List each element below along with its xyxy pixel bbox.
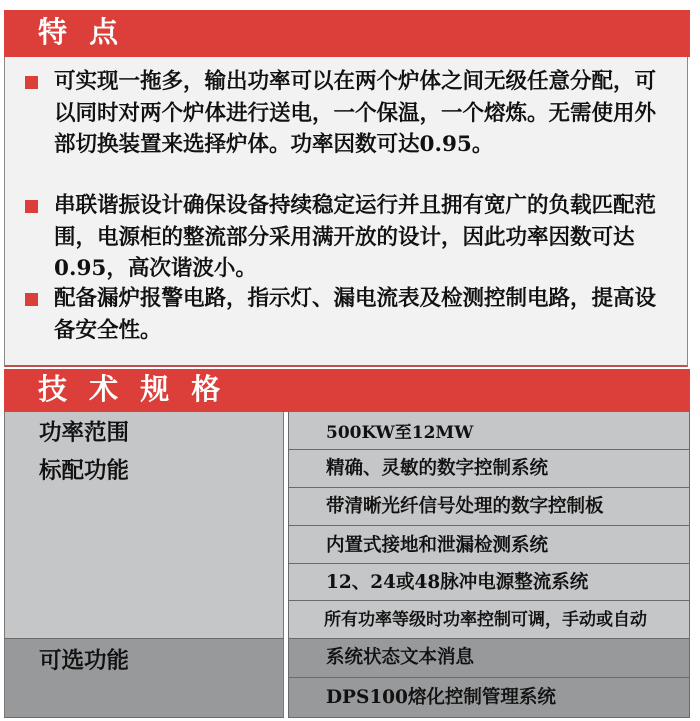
spec-value-row: 500KW至12MW [289, 412, 689, 450]
spec-left-optional [4, 639, 284, 718]
spec-label-optional: 可选功能 [39, 648, 130, 674]
spec-title: 技 术 规 格 [38, 372, 227, 406]
feature-item [25, 283, 665, 346]
spec-left-standard [4, 412, 284, 639]
feature-text: 配备漏炉报警电路，指示灯、漏电流表及检测控制电路，提高设备安全性。 [54, 286, 657, 343]
spec-label-standard: 标配功能 [39, 458, 130, 484]
square-bullet-icon [25, 76, 38, 89]
spec-value-row: DPS100熔化控制管理系统 [289, 678, 689, 718]
feature-text: 串联谐振设计确保设备持续稳定运行并且拥有宽广的负载匹配范围，电源柜的整流部分采用满开放的设计，因此功率因数可达0.95，高次谐波小。 [54, 193, 657, 281]
spec-value-row: 内置式接地和泄漏检测系统 [289, 526, 689, 564]
features-title: 特 点 [38, 15, 125, 49]
feature-item [25, 190, 665, 285]
spec-values-column [288, 412, 690, 718]
feature-text: 可实现一拖多，输出功率可以在两个炉体之间无级任意分配，可以同时对两个炉体进行送电，一个保温，一个熔炼。无需使用外部切换装置来选择炉体。功率因数可达0.95。 [54, 69, 657, 157]
spec-value-row: 系统状态文本消息 [289, 639, 689, 678]
spec-value-row: 所有功率等级时功率控制可调，手动或自动 [289, 601, 689, 639]
square-bullet-icon [25, 200, 38, 213]
spec-table [4, 412, 690, 718]
spec-value-row: 精确、灵敏的数字控制系统 [289, 450, 689, 488]
spec-label-power-range: 功率范围 [39, 420, 130, 446]
spec-header [4, 369, 690, 412]
features-header [4, 10, 690, 57]
square-bullet-icon [25, 293, 38, 306]
spec-value-row: 带清晰光纤信号处理的数字控制板 [289, 488, 689, 526]
spec-value-row: 12、24或48脉冲电源整流系统 [289, 564, 689, 601]
features-panel [4, 57, 688, 367]
feature-item [25, 66, 665, 161]
